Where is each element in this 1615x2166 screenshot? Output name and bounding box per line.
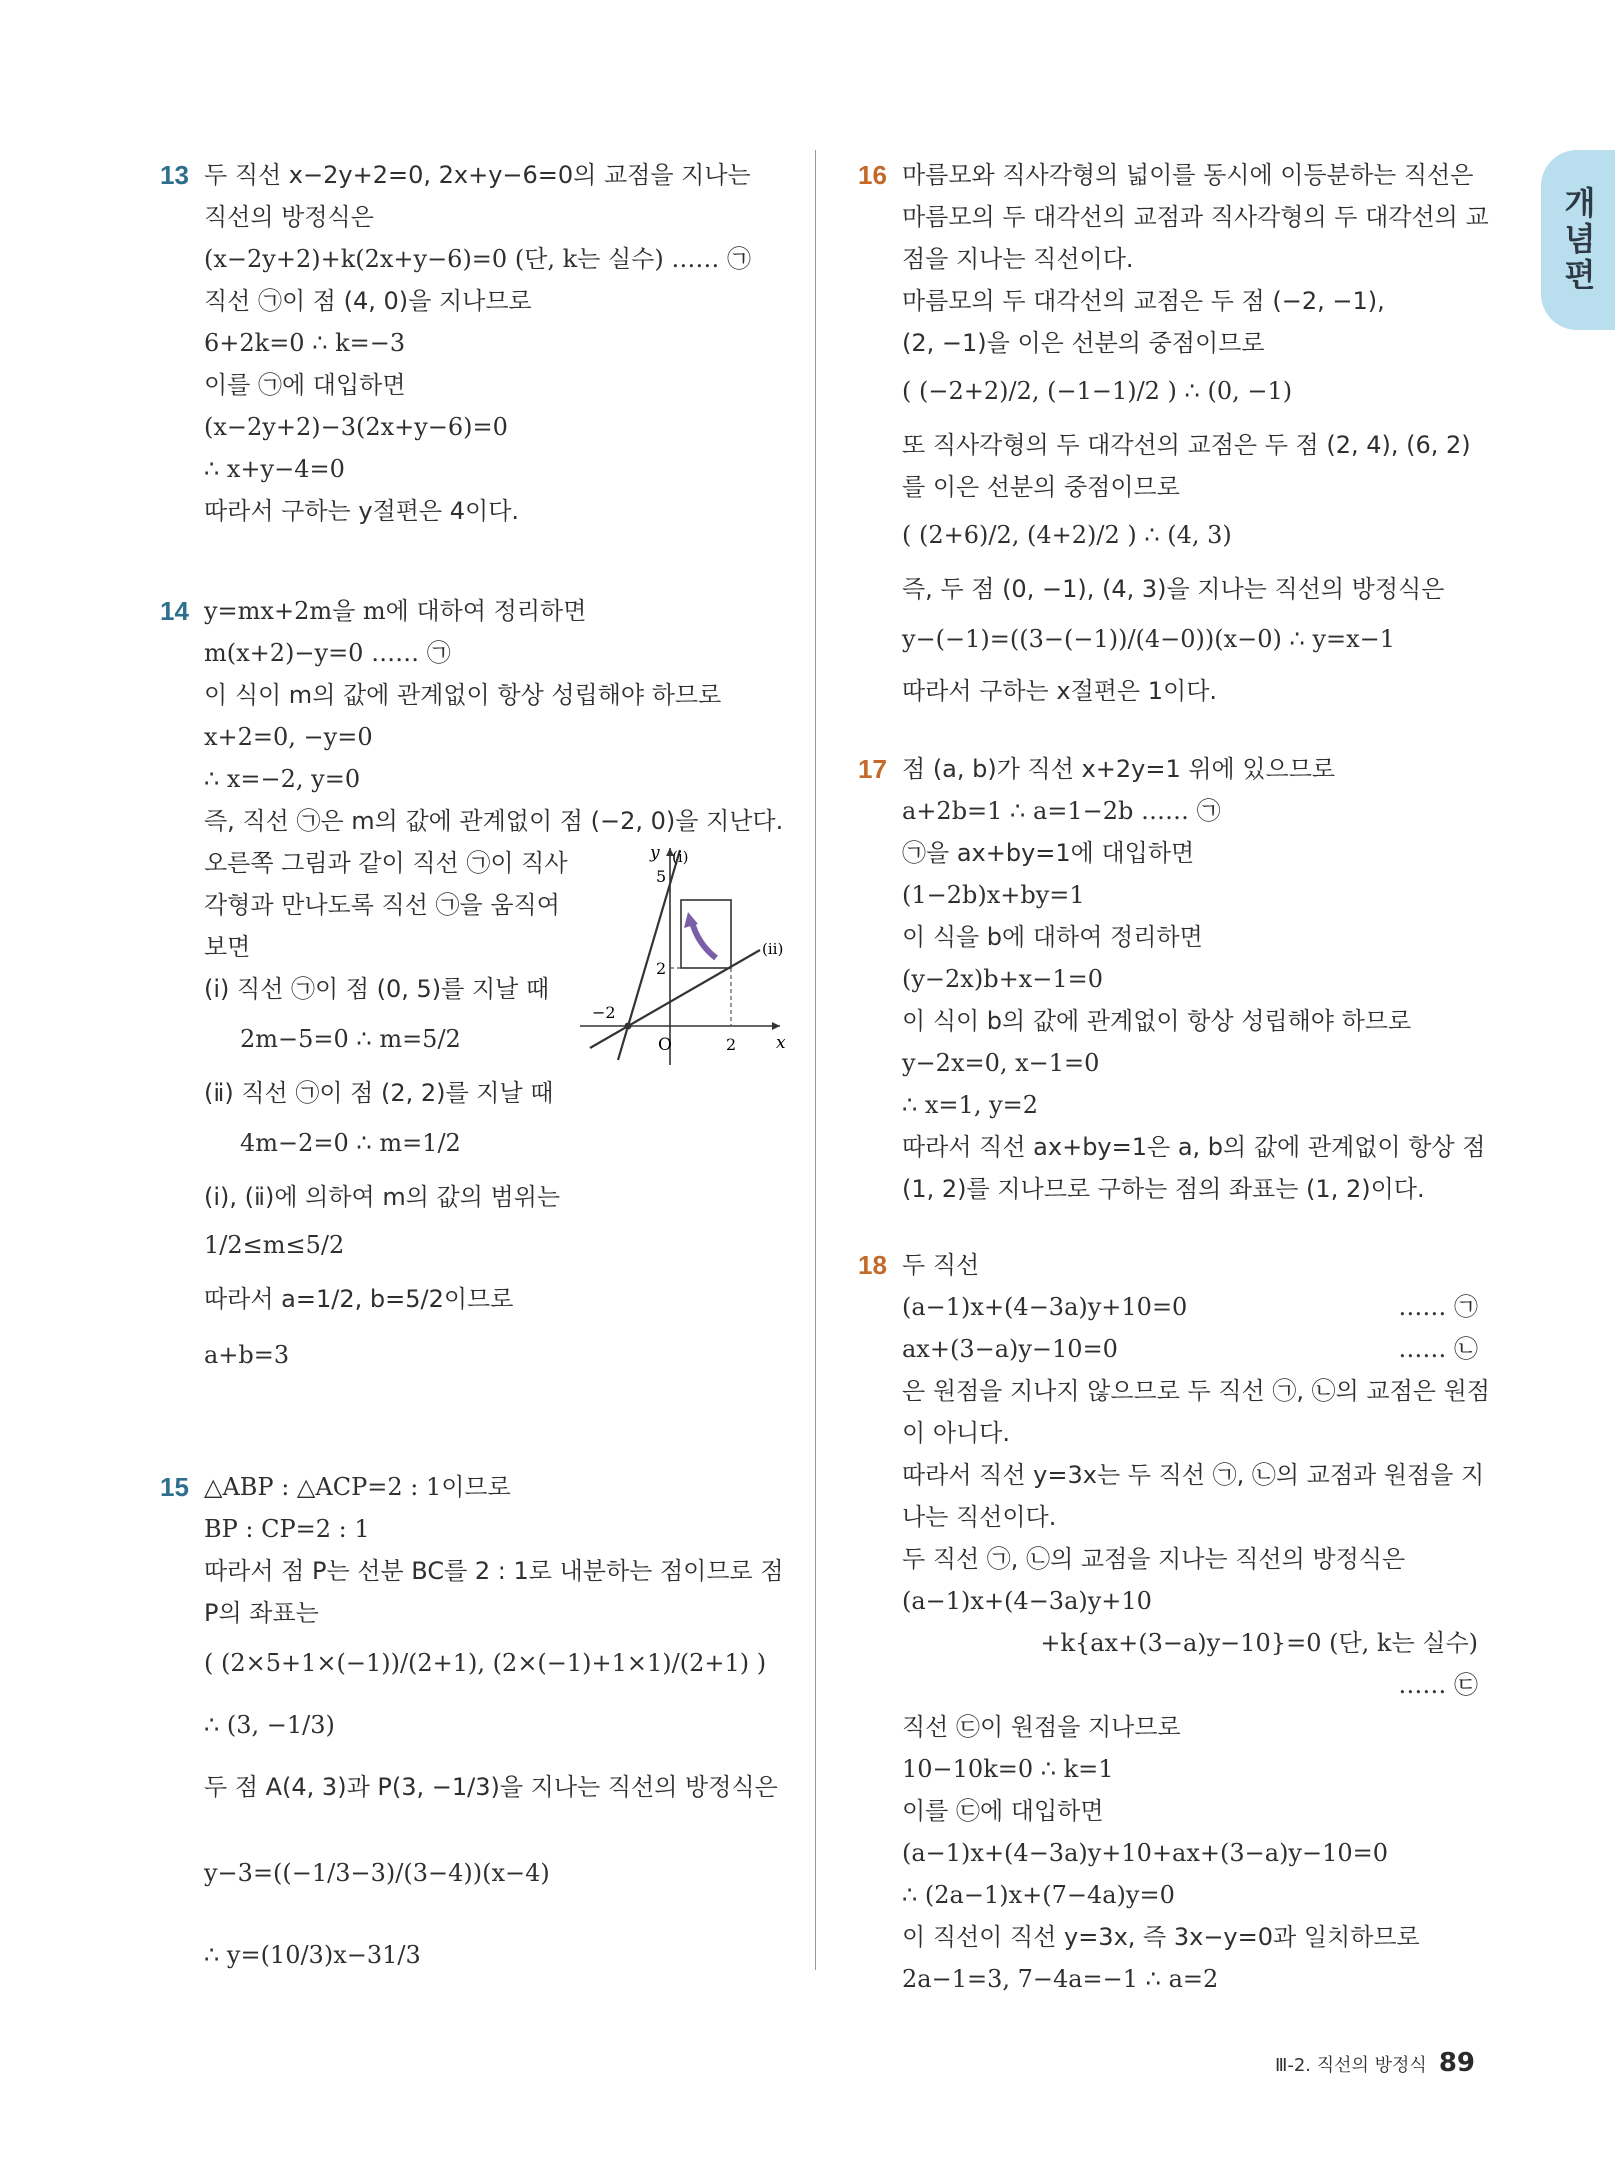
q13-line: 직선 ㉠이 점 (4, 0)을 지나므로 [204, 287, 532, 315]
q15-line: 두 점 A(4, 3)과 P(3, −1/3)을 지나는 직선의 방정식은 [204, 1773, 778, 1801]
q13-line: (x−2y+2)−3(2x+y−6)=0 [204, 413, 508, 441]
q14-line: 따라서 a=1/2, b=5/2이므로 [204, 1285, 514, 1313]
footer-chapter: Ⅲ-2. 직선의 방정식 [1274, 2055, 1427, 2076]
q18-line: 이 아니다. [902, 1419, 1010, 1447]
q15-line: y−3=((−1/3−3)/(3−4))(x−4) [204, 1859, 550, 1887]
q14-line: 보면 [204, 933, 251, 961]
q18-line: (a−1)x+(4−3a)y+10 [902, 1587, 1152, 1615]
q16-line: (2, −1)을 이은 선분의 중점이므로 [902, 329, 1265, 357]
q18-mark: …… ㉠ [1398, 1293, 1478, 1321]
question-number-17: 17 [858, 754, 887, 784]
q13-line: 직선의 방정식은 [204, 203, 374, 231]
q18-mark: …… ㉢ [1398, 1671, 1478, 1699]
q14-line: 각형과 만나도록 직선 ㉠을 움직여 [204, 891, 560, 919]
q13-line: (x−2y+2)+k(2x+y−6)=0 (단, k는 실수) …… ㉠ [204, 245, 751, 273]
y-axis-label: y [650, 843, 660, 863]
q14-line: m(x+2)−y=0 …… ㉠ [204, 639, 451, 667]
tick-x2: 2 [726, 1035, 737, 1054]
q18-line: 따라서 직선 y=3x는 두 직선 ㉠, ㉡의 교점과 원점을 지 [902, 1461, 1485, 1489]
q15-line: ( (2×5+1×(−1))/(2+1), (2×(−1)+1×1)/(2+1) ) [204, 1649, 767, 1677]
q16-line: 마름모의 두 대각선의 교점과 직사각형의 두 대각선의 교 [902, 203, 1489, 231]
q15-line: BP : CP=2 : 1 [204, 1515, 370, 1543]
q18-line: +k{ax+(3−a)y−10}=0 (단, k는 실수) [1040, 1629, 1478, 1657]
q14-line: 4m−2=0 ∴ m=1/2 [240, 1129, 461, 1157]
question-number-15: 15 [160, 1472, 189, 1502]
q13-line: ∴ x+y−4=0 [204, 455, 345, 483]
rotation-arrow [692, 922, 716, 958]
q16-line: 또 직사각형의 두 대각선의 교점은 두 점 (2, 4), (6, 2) [902, 431, 1471, 459]
tick-neg2: −2 [592, 1003, 616, 1022]
q18-line: 직선 ㉢이 원점을 지나므로 [902, 1713, 1181, 1741]
q18-line: ∴ (2a−1)x+(7−4a)y=0 [902, 1881, 1175, 1909]
q18-line: (a−1)x+(4−3a)y+10+ax+(3−a)y−10=0 [902, 1839, 1389, 1867]
q14-line: ∴ x=−2, y=0 [204, 765, 361, 793]
q14-line: 오른쪽 그림과 같이 직선 ㉠이 직사 [204, 849, 568, 877]
q14-line: (ⅰ), (ⅱ)에 의하여 m의 값의 범위는 [204, 1183, 561, 1211]
q14-line: 즉, 직선 ㉠은 m의 값에 관계없이 점 (−2, 0)을 지난다. [204, 807, 784, 835]
q13-line: 이를 ㉠에 대입하면 [204, 371, 406, 399]
q13-line: 따라서 구하는 y절편은 4이다. [204, 497, 520, 525]
q16-line: 마름모와 직사각형의 넓이를 동시에 이등분하는 직선은 [902, 161, 1474, 189]
q15-line: ∴ y=(10/3)x−31/3 [204, 1941, 421, 1969]
q14-line: a+b=3 [204, 1341, 290, 1369]
q15-line: △ABP : △ACP=2 : 1이므로 [204, 1473, 511, 1501]
q14-line: x+2=0, −y=0 [204, 723, 373, 751]
q16-line: 즉, 두 점 (0, −1), (4, 3)을 지나는 직선의 방정식은 [902, 575, 1445, 603]
q14-line: y=mx+2m을 m에 대하여 정리하면 [204, 597, 587, 625]
q14-line: (ⅱ) 직선 ㉠이 점 (2, 2)를 지날 때 [204, 1079, 554, 1107]
q14-graph [580, 840, 790, 1070]
question-number-16: 16 [858, 160, 887, 190]
q18-line: 이를 ㉢에 대입하면 [902, 1797, 1104, 1825]
question-number-14: 14 [160, 596, 189, 626]
rectangle [681, 900, 731, 968]
q16-line: 마름모의 두 대각선의 교점은 두 점 (−2, −1), [902, 287, 1385, 315]
label-i: (ⅰ) [672, 848, 689, 866]
q16-line: ( (2+6)/2, (4+2)/2 ) ∴ (4, 3) [902, 521, 1232, 549]
column-divider [815, 150, 816, 1970]
x-axis-arrow [772, 1022, 780, 1030]
x-axis-label: x [776, 1033, 786, 1053]
q18-line: 나는 직선이다. [902, 1503, 1057, 1531]
question-number-18: 18 [858, 1250, 887, 1280]
q13-line: 두 직선 x−2y+2=0, 2x+y−6=0의 교점을 지나는 [204, 161, 751, 189]
q16-line: 점을 지나는 직선이다. [902, 245, 1134, 273]
page-footer [1275, 2048, 1475, 2078]
q17-line: 점 (a, b)가 직선 x+2y=1 위에 있으므로 [902, 755, 1336, 783]
q14-line: 이 식이 m의 값에 관계없이 항상 성립해야 하므로 [204, 681, 722, 709]
q14-line: 1/2≤m≤5/2 [204, 1231, 345, 1259]
q17-line: ∴ x=1, y=2 [902, 1091, 1039, 1119]
q18-line: 2a−1=3, 7−4a=−1 ∴ a=2 [902, 1965, 1219, 1993]
origin-label: O [658, 1035, 672, 1055]
q13-line: 6+2k=0 ∴ k=−3 [204, 329, 406, 357]
q18-mark: …… ㉡ [1398, 1335, 1478, 1363]
q16-line: ( (−2+2)/2, (−1−1)/2 ) ∴ (0, −1) [902, 377, 1293, 405]
q18-line: 10−10k=0 ∴ k=1 [902, 1755, 1114, 1783]
tick-y2: 2 [656, 959, 667, 978]
side-tab [1541, 150, 1615, 330]
side-tab-label: 개념편 [1559, 186, 1597, 294]
label-ii: (ⅱ) [762, 940, 784, 958]
q18-line: 두 직선 ㉠, ㉡의 교점을 지나는 직선의 방정식은 [902, 1545, 1406, 1573]
q16-line: 를 이은 선분의 중점이므로 [902, 473, 1180, 501]
q17-line: 따라서 직선 ax+by=1은 a, b의 값에 관계없이 항상 점 [902, 1133, 1486, 1161]
q14-line: 2m−5=0 ∴ m=5/2 [240, 1025, 461, 1053]
line-ii [590, 950, 760, 1048]
q15-line: 따라서 점 P는 선분 BC를 2 : 1로 내분하는 점이므로 점 [204, 1557, 784, 1585]
q17-line: (y−2x)b+x−1=0 [902, 965, 1103, 993]
question-number-13: 13 [160, 160, 189, 190]
q18-line: 두 직선 [902, 1251, 980, 1279]
q17-line: y−2x=0, x−1=0 [902, 1049, 1100, 1077]
q15-line: P의 좌표는 [204, 1599, 319, 1627]
q18-line: 이 직선이 직선 y=3x, 즉 3x−y=0과 일치하므로 [902, 1923, 1420, 1951]
q14-line: (ⅰ) 직선 ㉠이 점 (0, 5)를 지날 때 [204, 975, 550, 1003]
tick-y5: 5 [656, 867, 667, 886]
q18-line: (a−1)x+(4−3a)y+10=0 [902, 1293, 1188, 1321]
page-number: 89 [1438, 2048, 1475, 2078]
point-neg2 [625, 1023, 632, 1030]
q16-line: 따라서 구하는 x절편은 1이다. [902, 677, 1218, 705]
q17-line: ㉠을 ax+by=1에 대입하면 [902, 839, 1195, 867]
q17-line: a+2b=1 ∴ a=1−2b …… ㉠ [902, 797, 1221, 825]
q17-line: 이 식이 b의 값에 관계없이 항상 성립해야 하므로 [902, 1007, 1412, 1035]
q17-line: (1, 2)를 지나므로 구하는 점의 좌표는 (1, 2)이다. [902, 1175, 1425, 1203]
q16-line: y−(−1)=((3−(−1))/(4−0))(x−0) ∴ y=x−1 [902, 625, 1396, 653]
q18-line: ax+(3−a)y−10=0 [902, 1335, 1118, 1363]
q18-line: 은 원점을 지나지 않으므로 두 직선 ㉠, ㉡의 교점은 원점 [902, 1377, 1490, 1405]
q17-line: (1−2b)x+by=1 [902, 881, 1085, 909]
q15-line: ∴ (3, −1/3) [204, 1711, 335, 1739]
q17-line: 이 식을 b에 대하여 정리하면 [902, 923, 1203, 951]
